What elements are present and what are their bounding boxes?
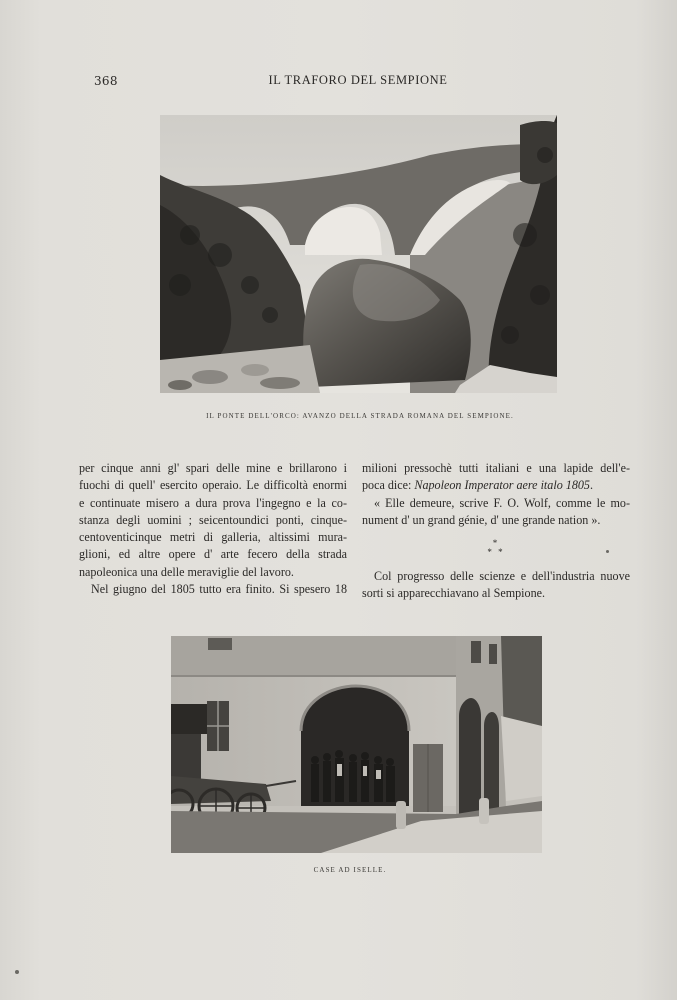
text-line: sorti si apparecchiavano al Sempione. xyxy=(362,586,546,601)
text-line: napoleonica una delle meraviglie del lavoro. xyxy=(79,564,294,579)
asterism-top: * xyxy=(492,538,500,549)
text-fragment: poca dice: xyxy=(362,478,415,493)
text-line-with-inscription xyxy=(362,477,630,494)
bridge-photo xyxy=(160,115,557,393)
text-line: centoventicinque metri di galleria, altissimi mura- xyxy=(79,530,347,545)
text-line: stanza degli uomini ; seicentoundici ponti, cinque- xyxy=(79,512,347,527)
text-line: « Elle demeure, scrive F. O. Wolf, comme le mo- xyxy=(374,495,630,510)
asterism-divider xyxy=(362,539,630,557)
text-line: fuochi di quell' esercito operaio. Le difficoltà enormi xyxy=(79,478,347,493)
text-line: milioni pressochè tutti italiani e una lapide dell'e- xyxy=(362,461,630,475)
print-speck xyxy=(606,550,609,553)
page-number: 368 xyxy=(94,74,118,88)
text-column-left xyxy=(79,460,347,598)
text-line: per cinque anni gl' spari delle mine e brillarono i xyxy=(79,461,347,475)
bridge-photo-caption: IL PONTE DELL'ORCO: AVANZO DELLA STRADA ROMANA DEL SEMPIONE. xyxy=(206,412,514,420)
text-column-right xyxy=(362,460,630,603)
houses-photo xyxy=(171,636,542,853)
text-line: e continuate misero a dura prova l'ingegno e la co- xyxy=(79,495,347,510)
houses-photo-caption: CASE AD ISELLE. xyxy=(313,866,387,874)
text-line: glioni, ed altre opere d' arte fecero della strada xyxy=(79,547,347,562)
print-speck xyxy=(15,970,19,974)
inscription-quote: Napoleon Imperator aere italo 1805 xyxy=(414,478,590,493)
running-title: IL TRAFORO DEL SEMPIONE xyxy=(268,73,448,87)
text-fragment: . xyxy=(589,478,593,493)
text-line: nument d' un grand génie, d' une grande nation ». xyxy=(362,512,601,527)
asterism-bottom: * * xyxy=(487,547,505,558)
text-line: Col progresso delle scienze e dell'industria nuove xyxy=(374,569,630,584)
text-line: Nel giugno del 1805 tutto era finito. Si spesero 18 xyxy=(91,582,347,597)
